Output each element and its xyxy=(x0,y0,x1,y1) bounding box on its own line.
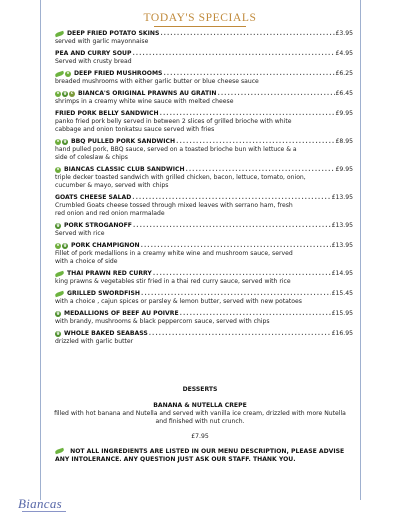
menu-item xyxy=(55,30,353,46)
dietary-icons xyxy=(55,272,65,276)
leader-dots xyxy=(132,50,334,58)
menu-item-name: THAI PRAWN RED CURRY xyxy=(67,270,152,277)
page-title: TODAY'S SPECIALS xyxy=(143,12,257,24)
menu-item-name: WHOLE BAKED SEABASS xyxy=(64,330,148,337)
gluten-free-icon: g xyxy=(56,223,60,228)
gluten-free-icon: g xyxy=(63,243,67,248)
menu-item-name: DEEP FRIED POTATO SKINS xyxy=(67,30,160,37)
menu-item-description: served with garlic mayonnaise xyxy=(55,38,149,45)
menu-item-row xyxy=(55,194,353,202)
leader-dots xyxy=(160,30,334,38)
dietary-icons xyxy=(55,91,76,97)
menu-item-row xyxy=(55,90,353,98)
leader-dots xyxy=(176,138,334,146)
dietary-icons xyxy=(55,71,72,77)
menu-item-description: shrimps in a creamy white wine sauce with melted cheese xyxy=(55,98,234,105)
restaurant-logo xyxy=(18,496,62,512)
dessert-name: BANANA & NUTELLA CREPE xyxy=(153,402,247,409)
dietary-icons xyxy=(55,32,65,36)
menu-item xyxy=(55,166,353,190)
menu-item-row xyxy=(55,70,353,78)
menu-item-price: £13.95 xyxy=(331,194,353,201)
menu-item xyxy=(55,270,353,286)
dessert-description: filled with hot banana and Nutella and served with vanilla ice cream, drizzled with more Nutella and finished with nut crunch. xyxy=(54,410,346,425)
menu-item-row xyxy=(55,110,353,118)
vegetarian-icon: v xyxy=(66,71,70,76)
dietary-icons xyxy=(55,331,62,337)
leader-dots xyxy=(218,90,335,98)
notice-icons xyxy=(55,449,65,453)
vegetarian-icon: v xyxy=(56,139,60,144)
gluten-free-icon: g xyxy=(56,311,60,316)
menu-item-description: hand pulled pork, BBQ sauce, served on a toasted brioche bun with lettuce & a side of coleslaw & chips xyxy=(55,146,297,161)
menu-item-description: king prawns & vegetables stir fried in a thai red curry sauce, served with rice xyxy=(55,278,291,285)
menu-item xyxy=(55,50,353,66)
menu-item-row xyxy=(55,30,353,38)
logo-text: Biancas xyxy=(18,496,62,511)
menu-item-row xyxy=(55,270,353,278)
menu-item-row xyxy=(55,310,353,318)
menu-item xyxy=(55,110,353,134)
menu-item-name: PORK STROGANOFF xyxy=(64,222,132,229)
logo-underline xyxy=(22,511,66,512)
leader-dots xyxy=(163,70,334,78)
menu-item-name: PORK CHAMPIGNON xyxy=(71,242,140,249)
menu-item-description: with a choice , cajun spices or parsley & lemon butter, served with new potatoes xyxy=(55,298,302,305)
leaf-icon xyxy=(55,31,65,38)
menu-item-name: MEDALLIONS OF BEEF AU POIVRE xyxy=(64,310,179,317)
menu-item xyxy=(55,330,353,346)
menu-item-price: £3.95 xyxy=(335,30,353,37)
vegetarian-icon: v xyxy=(56,243,60,248)
menu-item xyxy=(55,138,353,162)
menu-item-name: BIANCAS CLASSIC CLUB SANDWICH xyxy=(64,166,185,173)
vegetarian-icon: v xyxy=(56,167,60,172)
menu-item-price: £15.45 xyxy=(331,290,353,297)
menu-item-description: Served with crusty bread xyxy=(55,58,132,65)
menu-item xyxy=(55,70,353,86)
frame-line-right xyxy=(360,0,361,500)
gluten-free-icon: g xyxy=(56,331,60,336)
menu-item-description: drizzled with garlic butter xyxy=(55,338,134,345)
menu-item xyxy=(55,194,353,218)
gluten-free-icon: g xyxy=(63,91,67,96)
dietary-icons xyxy=(55,139,69,145)
menu-item-price: £6.25 xyxy=(335,70,353,77)
menu-item-price: £16.95 xyxy=(331,330,353,337)
leader-dots xyxy=(141,242,331,250)
leaf-icon xyxy=(55,291,65,298)
menu-item-name: FRIED PORK BELLY SANDWICH xyxy=(55,110,159,117)
menu-item-price: £8.95 xyxy=(335,138,353,145)
menu-item-row xyxy=(55,222,353,230)
chilli-icon: c xyxy=(70,91,74,96)
dietary-icons xyxy=(55,167,62,173)
menu-item-name: GRILLED SWORDFISH xyxy=(67,290,141,297)
dietary-icons xyxy=(55,223,62,229)
specials-list xyxy=(55,30,353,350)
menu-item-name: BIANCA'S ORIGINAL PRAWNS AU GRATIN xyxy=(78,90,217,97)
leader-dots xyxy=(141,290,331,298)
menu-item-name: BBQ PULLED PORK SANDWICH xyxy=(71,138,176,145)
menu-item-price: £15.95 xyxy=(331,310,353,317)
menu-item-row xyxy=(55,290,353,298)
frame-line-left xyxy=(40,0,41,500)
menu-item-description: panko fried pork belly served in between 2 slices of grilled brioche with white cabbage and onion tonkatsu sauce served with fries xyxy=(55,118,292,133)
allergy-notice xyxy=(55,448,355,464)
menu-item-price: £6.45 xyxy=(335,90,353,97)
title-underline xyxy=(154,26,246,27)
menu-item xyxy=(55,222,353,238)
menu-item-price: £14.95 xyxy=(331,270,353,277)
menu-item-row xyxy=(55,138,353,146)
leader-dots xyxy=(132,194,330,202)
menu-item-description: Served with rice xyxy=(55,230,105,237)
menu-item-description: Fillet of pork medallions in a creamy white wine and mushroom sauce, served with a choice of side xyxy=(55,250,293,265)
menu-item xyxy=(55,90,353,106)
leader-dots xyxy=(180,310,331,318)
menu-item xyxy=(55,310,353,326)
menu-item-name: GOATS CHEESE SALAD xyxy=(55,194,132,201)
menu-item-price: £9.95 xyxy=(335,166,353,173)
menu-item-price: £9.95 xyxy=(335,110,353,117)
menu-item xyxy=(55,290,353,306)
menu-item xyxy=(55,242,353,266)
menu-item-row xyxy=(55,242,353,250)
menu-item-price: £4.95 xyxy=(335,50,353,57)
dietary-icons xyxy=(55,311,62,317)
menu-item-row xyxy=(55,166,353,174)
menu-item-description: with brandy, mushrooms & black peppercorn sauce, served with chips xyxy=(55,318,270,325)
dietary-icons xyxy=(55,243,69,249)
dessert-price: £7.95 xyxy=(191,433,209,440)
menu-item-row xyxy=(55,50,353,58)
menu-item-description: triple decker toasted sandwich with grilled chicken, bacon, lettuce, tomato, onion, cucumber & mayo, served with chips xyxy=(55,174,306,189)
leader-dots xyxy=(149,330,331,338)
menu-item-price: £13.95 xyxy=(331,222,353,229)
vegetarian-icon: v xyxy=(56,91,60,96)
gluten-free-icon: g xyxy=(63,139,67,144)
leader-dots xyxy=(160,110,335,118)
leaf-icon xyxy=(55,448,65,455)
desserts-heading: DESSERTS xyxy=(182,386,218,393)
menu-item-name: DEEP FRIED MUSHROOMS xyxy=(74,70,163,77)
menu-item-price: £13.95 xyxy=(331,242,353,249)
menu-item-description: breaded mushrooms with either garlic butter or blue cheese sauce xyxy=(55,78,259,85)
menu-item-name: PEA AND CURRY SOUP xyxy=(55,50,132,57)
notice-text: NOT ALL INGREDIENTS ARE LISTED IN OUR MENU DESCRIPTION, PLEASE ADVISE ANY INTOLERANCE. ANY QUESTION JUST ASK OUR STAFF. THANK YOU. xyxy=(55,448,345,463)
dietary-icons xyxy=(55,292,65,296)
leader-dots xyxy=(153,270,331,278)
leaf-icon xyxy=(55,71,65,78)
leader-dots xyxy=(186,166,335,174)
leaf-icon xyxy=(55,271,65,278)
leader-dots xyxy=(133,222,331,230)
menu-item-row xyxy=(55,330,353,338)
menu-item-description: Crumbled Goats cheese tossed through mixed leaves with serrano ham, fresh red onion and red onion marmalade xyxy=(55,202,293,217)
